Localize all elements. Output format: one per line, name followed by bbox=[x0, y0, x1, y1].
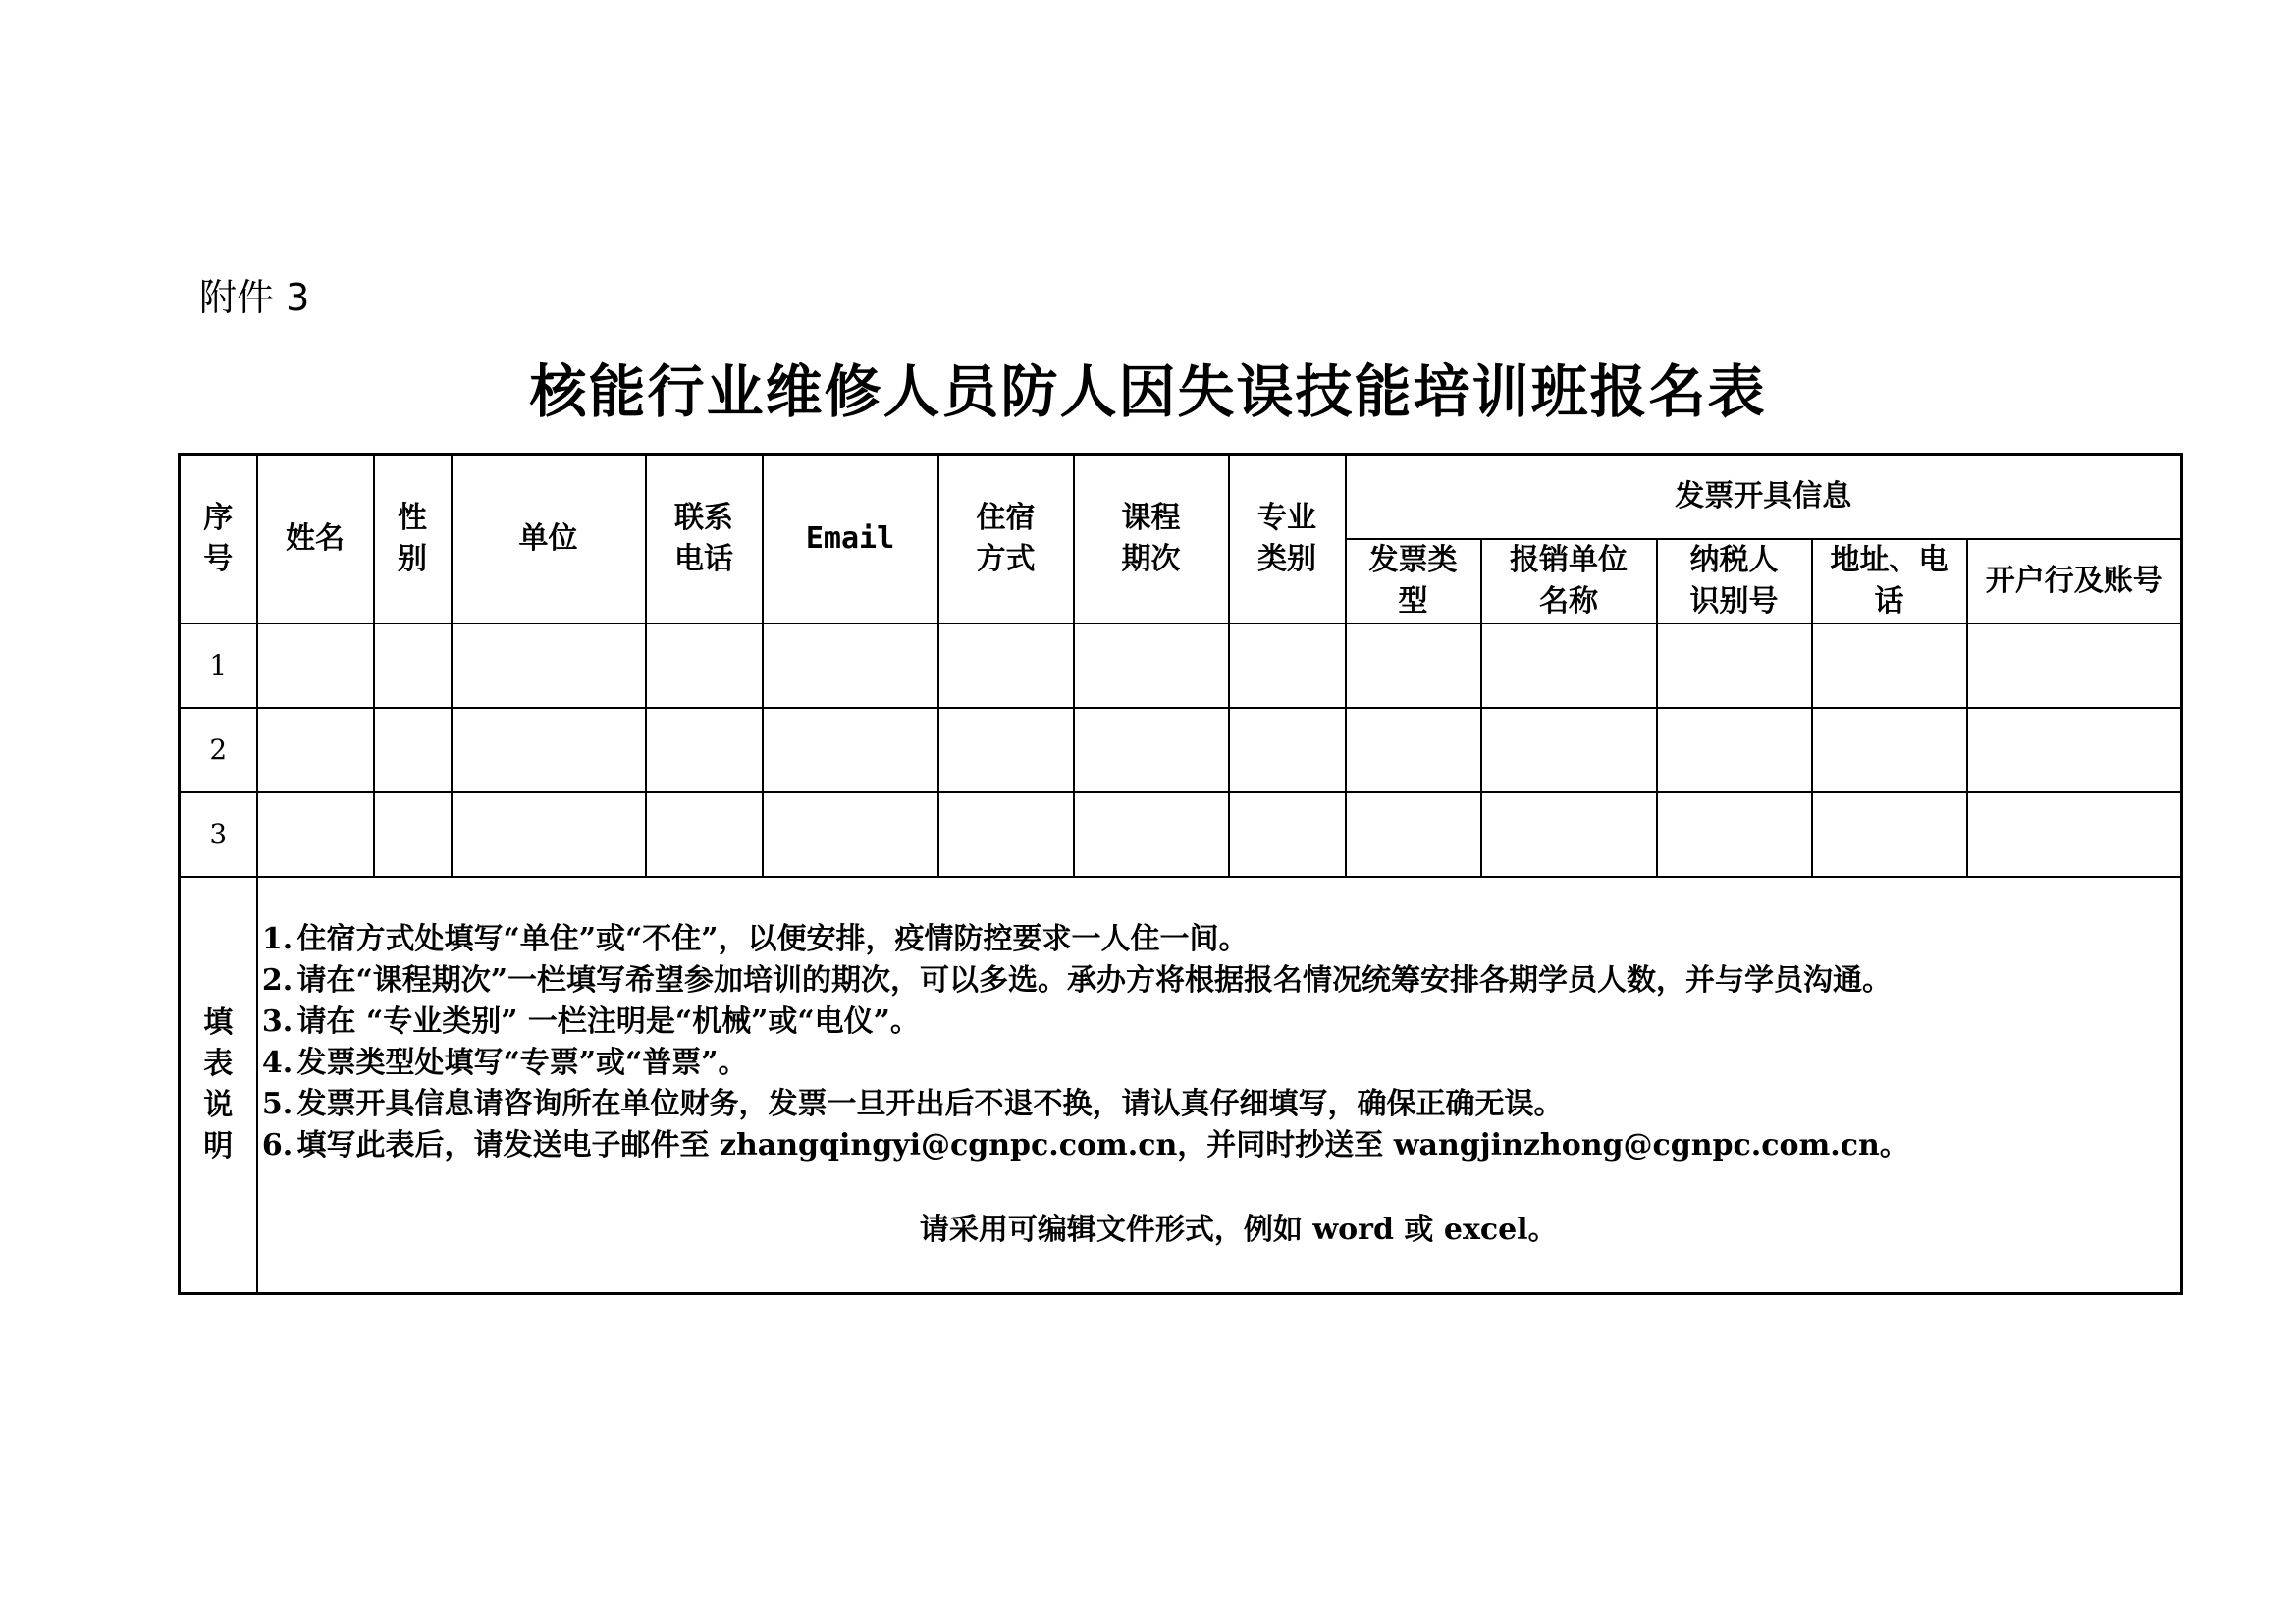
cell-email[interactable] bbox=[763, 792, 938, 877]
col-name: 姓名 bbox=[257, 455, 374, 624]
cell-email[interactable] bbox=[763, 708, 938, 792]
notes-label: 填 表 说 明 bbox=[180, 877, 257, 1294]
cell-taxpayer-id[interactable] bbox=[1657, 708, 1812, 792]
cell-unit[interactable] bbox=[452, 708, 646, 792]
col-gender: 性 别 bbox=[374, 455, 452, 624]
cell-gender[interactable] bbox=[374, 792, 452, 877]
col-lodging: 住宿 方式 bbox=[938, 455, 1074, 624]
cell-invoice-type[interactable] bbox=[1346, 623, 1481, 708]
cell-phone[interactable] bbox=[646, 708, 763, 792]
cell-unit[interactable] bbox=[452, 792, 646, 877]
col-reimburse-unit: 报销单位 名称 bbox=[1481, 539, 1657, 623]
cell-phone[interactable] bbox=[646, 792, 763, 877]
col-seq: 序 号 bbox=[180, 455, 257, 624]
cell-bank-account[interactable] bbox=[1967, 708, 2182, 792]
cell-unit[interactable] bbox=[452, 623, 646, 708]
col-course: 课程 期次 bbox=[1074, 455, 1229, 624]
cell-reimburse-unit[interactable] bbox=[1481, 792, 1657, 877]
col-invoice-type: 发票类 型 bbox=[1346, 539, 1481, 623]
cell-course[interactable] bbox=[1074, 792, 1229, 877]
cell-invoice-type[interactable] bbox=[1346, 792, 1481, 877]
cell-invoice-type[interactable] bbox=[1346, 708, 1481, 792]
cell-name[interactable] bbox=[257, 792, 374, 877]
cell-gender[interactable] bbox=[374, 708, 452, 792]
table-row bbox=[180, 623, 2182, 708]
col-address-phone: 地址、电 话 bbox=[1812, 539, 1967, 623]
col-invoice-group: 发票开具信息 bbox=[1346, 455, 2182, 540]
cell-phone[interactable] bbox=[646, 623, 763, 708]
cell-reimburse-unit[interactable] bbox=[1481, 623, 1657, 708]
col-unit: 单位 bbox=[452, 455, 646, 624]
note-item: 1. 住宿方式处填写“单住”或“不住”，以便安排，疫情防控要求一人住一间。 bbox=[261, 922, 1249, 956]
col-email: Email bbox=[763, 455, 938, 624]
cell-major[interactable] bbox=[1229, 708, 1346, 792]
col-bank-account: 开户行及账号 bbox=[1967, 539, 2182, 623]
notes-content bbox=[257, 877, 2182, 1294]
cell-major[interactable] bbox=[1229, 792, 1346, 877]
cell-address-phone[interactable] bbox=[1812, 623, 1967, 708]
cell-lodging[interactable] bbox=[938, 623, 1074, 708]
cell-email[interactable] bbox=[763, 623, 938, 708]
cell-address-phone[interactable] bbox=[1812, 792, 1967, 877]
table-row bbox=[180, 792, 2182, 877]
cell-gender[interactable] bbox=[374, 623, 452, 708]
note-item: 4. 发票类型处填写“专票”或“普票”。 bbox=[261, 1046, 748, 1080]
cell-taxpayer-id[interactable] bbox=[1657, 623, 1812, 708]
cell-bank-account[interactable] bbox=[1967, 623, 2182, 708]
cell-lodging[interactable] bbox=[938, 708, 1074, 792]
col-taxpayer-id: 纳税人 识别号 bbox=[1657, 539, 1812, 623]
cell-name[interactable] bbox=[257, 708, 374, 792]
cell-reimburse-unit[interactable] bbox=[1481, 708, 1657, 792]
attachment-label: 附件 3 bbox=[199, 276, 310, 319]
note-item: 5. 发票开具信息请咨询所在单位财务，发票一旦开出后不退不换，请认真仔细填写，确保正确无误。 bbox=[261, 1087, 1564, 1121]
page-title: 核能行业维修人员防人因失误技能培训班报名表 bbox=[529, 358, 1767, 425]
cell-course[interactable] bbox=[1074, 623, 1229, 708]
cell-bank-account[interactable] bbox=[1967, 792, 2182, 877]
cell-name[interactable] bbox=[257, 623, 374, 708]
note-extra: 请采用可编辑文件形式，例如 word 或 excel。 bbox=[919, 1213, 1558, 1247]
note-item: 6. 填写此表后，请发送电子邮件至 zhangqingyi@cgnpc.com.cn，并同时抄送至 wangjinzhong@cgnpc.com.cn。 bbox=[261, 1128, 1909, 1163]
row-number: 3 bbox=[180, 792, 257, 877]
notes-row bbox=[180, 877, 2182, 1294]
col-phone: 联系 电话 bbox=[646, 455, 763, 624]
cell-lodging[interactable] bbox=[938, 792, 1074, 877]
note-item: 3. 请在 “专业类别” 一栏注明是“机械”或“电仪”。 bbox=[261, 1004, 920, 1039]
cell-taxpayer-id[interactable] bbox=[1657, 792, 1812, 877]
cell-address-phone[interactable] bbox=[1812, 708, 1967, 792]
table-row bbox=[180, 708, 2182, 792]
cell-major[interactable] bbox=[1229, 623, 1346, 708]
registration-table bbox=[178, 453, 2183, 1295]
note-item: 2. 请在“课程期次”一栏填写希望参加培训的期次，可以多选。承办方将根据报名情况统筹安排各期学员人数，并与学员沟通。 bbox=[261, 963, 1893, 998]
row-number: 1 bbox=[180, 623, 257, 708]
col-major: 专业 类别 bbox=[1229, 455, 1346, 624]
row-number: 2 bbox=[180, 708, 257, 792]
cell-course[interactable] bbox=[1074, 708, 1229, 792]
